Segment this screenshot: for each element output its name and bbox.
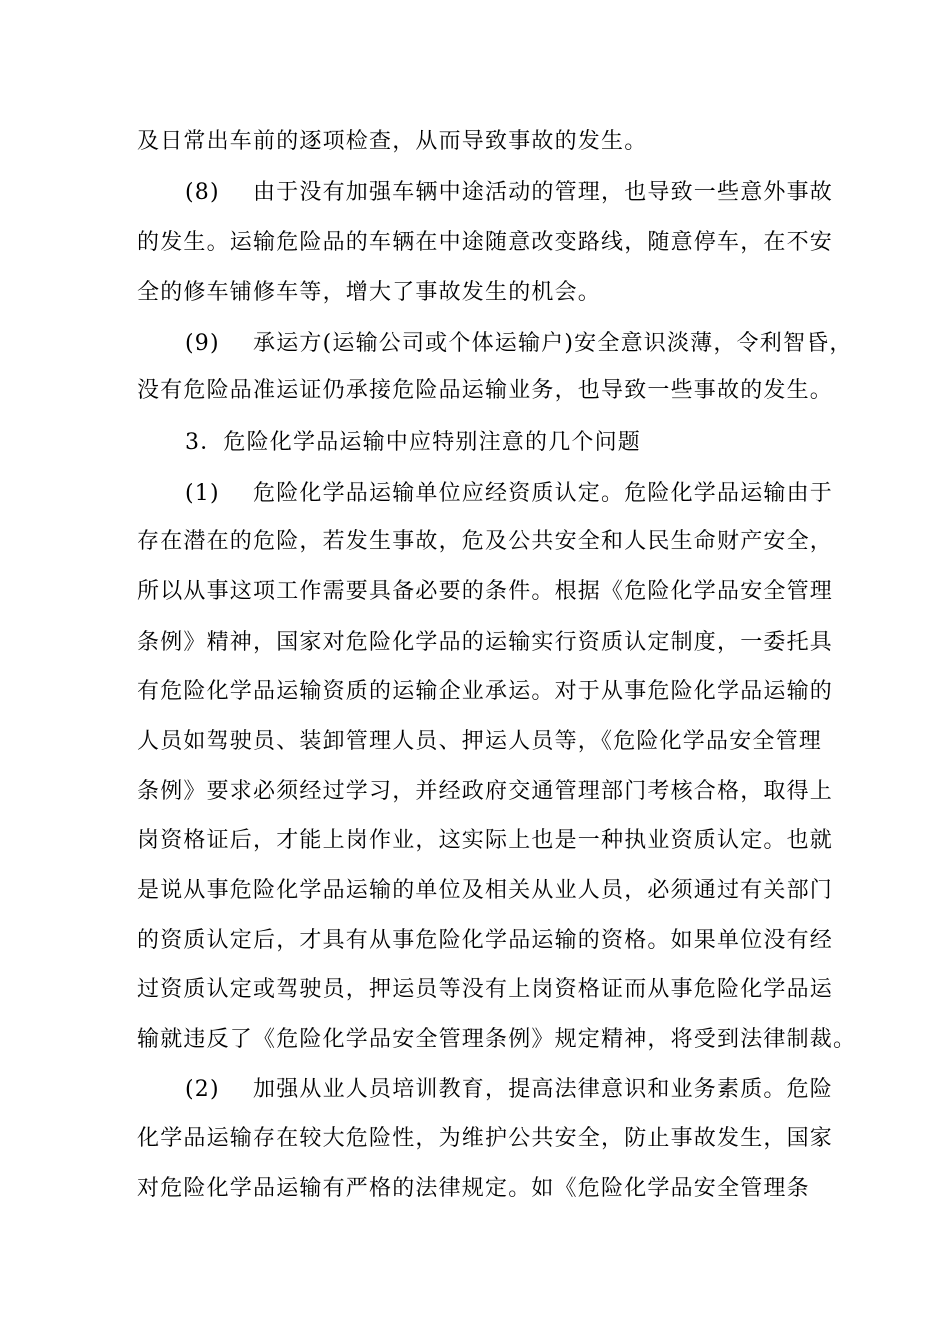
text-line: 化学品运输存在较大危险性，为维护公共安全，防止事故发生，国家 — [137, 1126, 834, 1151]
text-line: 及日常出车前的逐项检查，从而导致事故的发生。 — [137, 129, 648, 154]
item-number: (2) — [185, 1077, 220, 1102]
text-line: 人员如驾驶员、装卸管理人员、押运人员等，《危险化学品安全管理 — [137, 729, 823, 754]
text-line: 是说从事危险化学品运输的单位及相关从业人员，必须通过有关部门 — [137, 878, 834, 903]
item-number: (1) — [185, 481, 220, 506]
text-line: 全的修车铺修车等，增大了事故发生的机会。 — [137, 280, 602, 305]
text-line: 的资质认定后，才具有从事危险化学品运输的资格。如果单位没有经 — [137, 928, 834, 953]
item-number: (8) — [185, 180, 220, 205]
text-line: 的发生。运输危险品的车辆在中途随意改变路线，随意停车，在不安 — [137, 230, 834, 255]
text-line: 加强从业人员培训教育，提高法律意识和业务素质。危险 — [253, 1077, 834, 1102]
section-heading: 3．危险化学品运输中应特别注意的几个问题 — [185, 430, 641, 455]
text-line: 过资质认定或驾驶员，押运员等没有上岗资格证而从事危险化学品运 — [137, 977, 834, 1002]
text-line: 所以从事这项工作需要具备必要的条件。根据《危险化学品安全管理 — [137, 579, 834, 604]
text-line: 有危险化学品运输资质的运输企业承运。对于从事危险化学品运输的 — [137, 679, 834, 704]
item-number: (9) — [185, 331, 220, 356]
paragraph-8-first-line — [185, 178, 833, 208]
text-line: 条例》要求必须经过学习，并经政府交通管理部门考核合格，取得上 — [137, 779, 834, 804]
text-line: 岗资格证后，才能上岗作业，这实际上也是一种执业资质认定。也就 — [137, 828, 834, 853]
text-line: 对危险化学品运输有严格的法律规定。如《危险化学品安全管理条 — [137, 1176, 810, 1201]
text-line: 危险化学品运输单位应经资质认定。危险化学品运输由于 — [253, 481, 834, 506]
text-line: 承运方(运输公司或个体运输户)安全意识淡薄，令利智昏， — [253, 331, 853, 356]
paragraph-1-first-line — [185, 479, 833, 509]
text-line: 输就违反了《危险化学品安全管理条例》规定精神，将受到法律制裁。 — [137, 1027, 857, 1052]
text-line: 条例》精神，国家对危险化学品的运输实行资质认定制度，一委托具 — [137, 630, 834, 655]
paragraph-2-first-line — [185, 1075, 833, 1105]
text-line: 存在潜在的危险，若发生事故，危及公共安全和人民生命财产安全， — [137, 529, 834, 554]
paragraph-9-first-line — [185, 329, 853, 359]
text-line: 没有危险品准运证仍承接危险品运输业务，也导致一些事故的发生。 — [137, 378, 834, 403]
text-line: 由于没有加强车辆中途活动的管理，也导致一些意外事故 — [253, 180, 834, 205]
